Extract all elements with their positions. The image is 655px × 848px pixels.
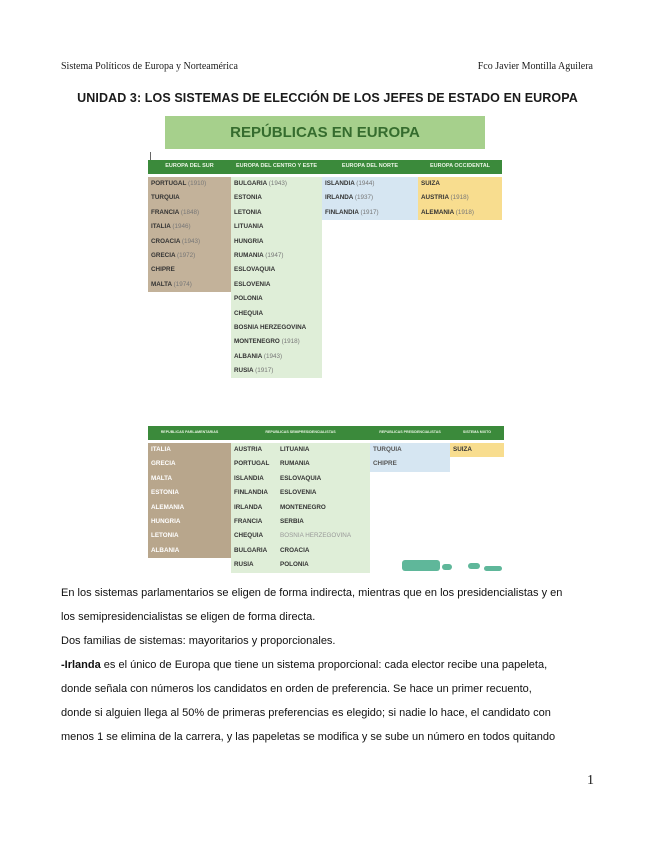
mixed-column: [450, 443, 504, 457]
paragraph-line: Dos familias de sistemas: mayoritarios y proporcionales.: [61, 635, 336, 647]
paragraph-line: menos 1 se elimina de la carrera, y las papeletas se modifica y se sube un número en todos quitando: [61, 731, 556, 743]
header-presidential: REPUBLICAS PRESIDENCIALISTAS: [379, 430, 441, 434]
west-column: [418, 177, 502, 220]
country-cell: PORTUGAL: [234, 460, 270, 468]
map-fragment: [442, 564, 452, 570]
country-cell: HUNGRIA: [234, 237, 264, 245]
country-cell: ITALIA: [151, 446, 171, 453]
country-cell: TURQUIA: [151, 194, 180, 202]
country-cell: IRLANDA (1937): [325, 194, 374, 202]
country-cell: IRLANDA: [234, 503, 263, 511]
country-cell: ESLOVENIA: [234, 280, 271, 288]
country-cell: AUSTRIA (1918): [421, 194, 469, 202]
country-cell: BOSNIA HERZEGOVINA: [234, 323, 307, 331]
semi-column-a: [231, 443, 277, 573]
country-cell: ISLANDIA (1944): [325, 180, 375, 187]
country-cell: FINLANDIA (1917): [325, 208, 379, 216]
running-header-left: Sistema Políticos de Europa y Norteamérica: [61, 61, 238, 72]
country-cell: CHEQUIA: [234, 309, 264, 317]
paragraph-line: donde señala con números los candidatos en orden de preferencia. Se hace un primer recuento,: [61, 683, 532, 695]
map-fragment: [484, 566, 502, 571]
country-cell: POLONIA: [280, 561, 309, 569]
country-cell: RUMANIA: [280, 460, 310, 468]
country-cell: FRANCIA: [234, 517, 263, 525]
country-cell: HUNGRIA: [151, 517, 181, 525]
parliamentary-column: [148, 443, 231, 558]
running-header-right: Fco Javier Montilla Aguilera: [477, 61, 593, 72]
paragraph-line: los semipresidencialistas se eligen de forma directa.: [61, 611, 316, 623]
country-cell: AUSTRIA: [234, 446, 262, 453]
page-number: 1: [587, 773, 594, 788]
map-fragment: [468, 563, 480, 569]
paragraph-text: es el único de Europa que tiene un sistema proporcional: cada elector recibe una papeleta,: [100, 659, 548, 671]
republics-banner: REPÚBLICAS EN EUROPA: [165, 116, 485, 149]
country-cell: MALTA (1974): [151, 280, 192, 288]
country-cell: ITALIA (1946): [151, 223, 191, 231]
semi-column-b: [277, 443, 370, 573]
country-cell: LETONIA: [151, 532, 179, 540]
republics-table: [148, 160, 502, 382]
country-cell: ESTONIA: [234, 194, 262, 202]
header-semi: REPUBLICAS SEMIPRESIDENCIALISTAS: [265, 430, 336, 434]
republics-table-header: [148, 160, 502, 174]
country-cell: GRECIA: [151, 460, 176, 468]
country-cell: RUSIA: [234, 561, 254, 569]
country-cell: ESLOVAQUIA: [234, 266, 276, 274]
country-cell: POLONIA: [234, 295, 263, 303]
country-cell: ESTONIA: [151, 489, 179, 497]
south-column: [148, 177, 231, 292]
country-cell: ESLOVAQUIA: [280, 474, 322, 482]
presidential-column: [370, 443, 450, 472]
country-cell: CHIPRE: [373, 460, 397, 468]
country-cell: ISLANDIA: [234, 474, 264, 482]
systems-table: [148, 426, 504, 572]
unit-title: UNIDAD 3: LOS SISTEMAS DE ELECCIÓN DE LOS JEFES DE ESTADO EN EUROPA: [77, 91, 578, 105]
center-column: [231, 177, 322, 378]
header-center: EUROPA DEL CENTRO Y ESTE: [236, 163, 317, 169]
paragraph-line: [61, 659, 601, 671]
country-cell: RUSIA (1917): [234, 367, 274, 375]
country-cell: BOSNIA HERZEGOVINA: [280, 532, 352, 540]
country-cell: CHEQUIA: [234, 532, 264, 540]
country-cell: PORTUGAL (1910): [151, 180, 207, 187]
irlanda-bold: -Irlanda: [61, 659, 101, 671]
country-cell: TURQUIA: [373, 446, 402, 453]
country-cell: BULGARIA: [234, 546, 268, 554]
country-cell: CHIPRE: [151, 266, 175, 274]
header-mixed: SISTEMA MIXTO: [462, 430, 492, 434]
country-cell: LETONIA: [234, 208, 262, 216]
north-column: [322, 177, 418, 220]
header-south: EUROPA DEL SUR: [165, 163, 214, 169]
country-cell: MALTA: [151, 474, 173, 482]
country-cell: ALEMANIA: [151, 503, 185, 511]
country-cell: MONTENEGRO: [280, 503, 326, 511]
header-parliamentary: REPUBLICAS PARLAMENTARIAS: [160, 430, 219, 434]
country-cell: MONTENEGRO (1918): [234, 338, 300, 346]
paragraph-line: donde si alguien llega al 50% de primeras preferencias es elegido; si nadie lo hace, el candidato con: [61, 707, 551, 719]
country-cell: ESLOVENIA: [280, 489, 317, 497]
country-cell: FINLANDIA: [234, 489, 268, 497]
country-cell: FRANCIA (1848): [151, 208, 200, 216]
systems-table-header: [148, 426, 504, 440]
country-cell: ALBANIA: [151, 546, 180, 554]
country-cell: SUIZA: [453, 446, 472, 453]
country-cell: SERBIA: [280, 517, 304, 525]
country-cell: LITUANIA: [234, 223, 264, 231]
paragraph-line: En los sistemas parlamentarios se eligen de forma indirecta, mientras que en los presidencialistas y en: [61, 587, 563, 599]
country-cell: RUMANIA (1947): [234, 251, 284, 259]
country-cell: BULGARIA (1943): [234, 180, 287, 187]
map-fragment: [402, 560, 440, 571]
country-cell: ALBANIA (1943): [234, 352, 283, 360]
country-cell: LITUANIA: [280, 446, 310, 453]
country-cell: CROACIA: [280, 546, 310, 554]
country-cell: ALEMANIA (1918): [421, 208, 474, 216]
header-west: EUROPA OCCIDENTAL: [429, 163, 491, 169]
country-cell: GRECIA (1972): [151, 251, 196, 259]
country-cell: CROACIA (1943): [151, 237, 201, 245]
country-cell: SUIZA: [421, 180, 440, 187]
header-north: EUROPA DEL NORTE: [341, 163, 399, 169]
